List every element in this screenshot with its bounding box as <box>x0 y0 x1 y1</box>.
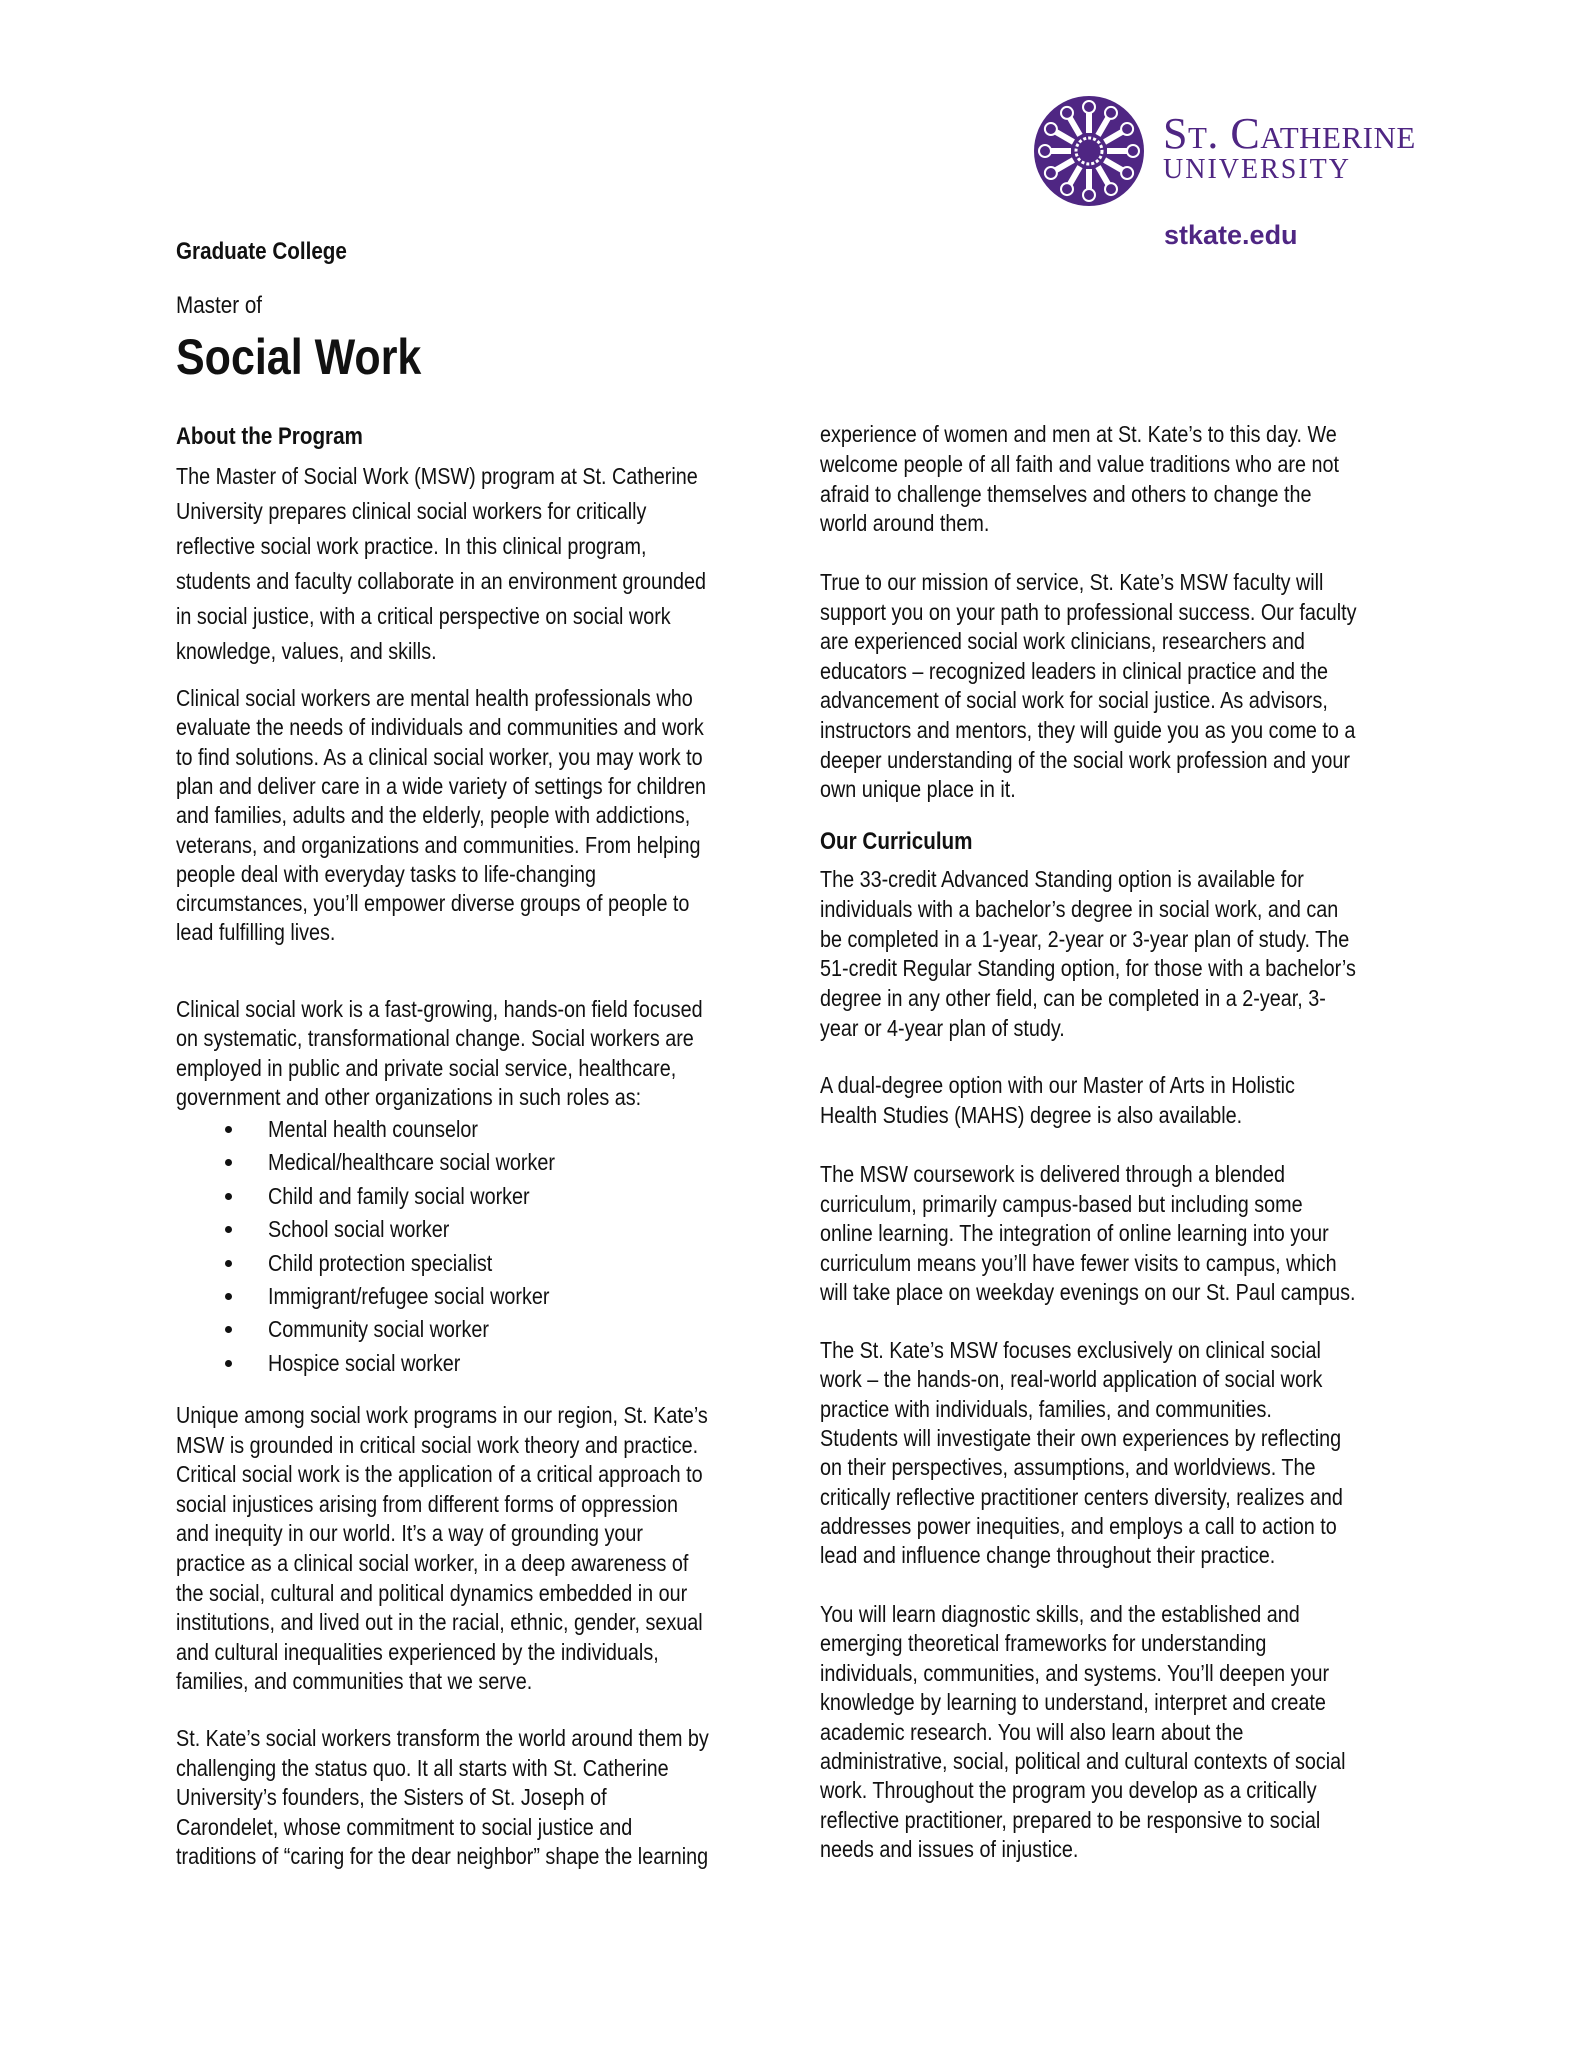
clinical-paragraph-line: people deal with everyday tasks to life-changing <box>176 860 597 887</box>
about-paragraph-line: reflective social work practice. In this clinical program, <box>176 533 647 559</box>
faculty-paragraph-line: True to our mission of service, St. Kate’s MSW faculty will <box>820 569 1324 595</box>
field-paragraph-line: on systematic, transformational change. Social workers are <box>176 1025 694 1052</box>
role-list-item: Immigrant/refugee social worker <box>268 1283 550 1309</box>
field-paragraph-line: government and other organizations in such roles as: <box>176 1084 642 1111</box>
dual-degree-paragraph-line: A dual-degree option with our Master of Arts in Holistic <box>820 1072 1295 1098</box>
critical-paragraph-line: Unique among social work programs in our region, St. Kate’s <box>176 1402 708 1428</box>
bullet-icon <box>225 1293 232 1300</box>
degree-prefix: Master of <box>176 292 263 319</box>
role-list-item: Community social worker <box>268 1316 489 1343</box>
faculty-paragraph-line: own unique place in it. <box>820 776 1016 803</box>
clinical-focus-paragraph-line: The St. Kate’s MSW focuses exclusively on clinical social <box>820 1337 1321 1363</box>
credits-paragraph-line: year or 4-year plan of study. <box>820 1015 1065 1041</box>
credits-paragraph-line: 51-credit Regular Standing option, for those with a bachelor’s <box>820 955 1356 982</box>
skills-paragraph-line: academic research. You will also learn about the <box>820 1718 1244 1745</box>
bullet-icon <box>225 1159 232 1166</box>
critical-paragraph-line: the social, cultural and political dynamics embedded in our <box>176 1579 688 1606</box>
founders-paragraph-line: traditions of “caring for the dear neighbor” shape the learning <box>176 1843 709 1870</box>
clinical-paragraph-line: and families, adults and the elderly, people with addictions, <box>176 802 691 829</box>
coursework-paragraph-line: curriculum means you’ll have fewer visits to campus, which <box>820 1249 1337 1276</box>
faculty-paragraph-line: are experienced social work clinicians, researchers and <box>820 628 1305 655</box>
skills-paragraph-line: emerging theoretical frameworks for understanding <box>820 1630 1267 1657</box>
clinical-focus-paragraph-line: Students will investigate their own experiences by reflecting <box>820 1424 1342 1451</box>
clinical-paragraph-line: evaluate the needs of individuals and communities and work <box>176 714 704 741</box>
faculty-paragraph-line: educators – recognized leaders in clinical practice and the <box>820 657 1328 684</box>
bullet-icon <box>225 1326 232 1333</box>
bullet-icon <box>225 1126 232 1133</box>
faculty-paragraph-line: instructors and mentors, they will guide you as you come to a <box>820 717 1356 743</box>
critical-paragraph-line: MSW is grounded in critical social work theory and practice. <box>176 1431 699 1458</box>
critical-paragraph-line: Critical social work is the application of a critical approach to <box>176 1461 703 1488</box>
about-paragraph-line: students and faculty collaborate in an environment grounded <box>176 568 707 594</box>
bullet-icon <box>225 1193 232 1200</box>
bullet-icon <box>225 1226 232 1233</box>
critical-paragraph-line: social injustices arising from different forms of oppression <box>176 1490 679 1517</box>
founders-paragraph-line: St. Kate’s social workers transform the world around them by <box>176 1725 709 1751</box>
founders-paragraph-line: University’s founders, the Sisters of St. Joseph of <box>176 1784 607 1811</box>
credits-paragraph-line: individuals with a bachelor’s degree in social work, and can <box>820 895 1339 922</box>
about-paragraph-line: The Master of Social Work (MSW) program at St. Catherine <box>176 463 698 489</box>
skills-paragraph-line: individuals, communities, and systems. You’ll deepen your <box>820 1659 1330 1686</box>
clinical-paragraph-line: lead fulfilling lives. <box>176 919 336 946</box>
role-list-item: Medical/healthcare social worker <box>268 1149 555 1176</box>
clinical-focus-paragraph-line: critically reflective practitioner centers diversity, realizes and <box>820 1483 1343 1510</box>
about-paragraph-line: knowledge, values, and skills. <box>176 638 437 664</box>
clinical-paragraph-line: plan and deliver care in a wide variety of settings for children <box>176 772 706 799</box>
mission-paragraph-line: welcome people of all faith and value traditions who are not <box>820 450 1339 477</box>
coursework-paragraph-line: online learning. The integration of online learning into your <box>820 1220 1329 1247</box>
skills-paragraph-line: You will learn diagnostic skills, and the established and <box>820 1601 1300 1627</box>
critical-paragraph-line: and cultural inequalities experienced by the individuals, <box>176 1638 659 1665</box>
bullet-icon <box>225 1260 232 1267</box>
skills-paragraph-line: reflective practitioner, prepared to be responsive to social <box>820 1806 1321 1833</box>
founders-paragraph-line: Carondelet, whose commitment to social justice and <box>176 1813 633 1840</box>
dual-degree-paragraph-line: Health Studies (MAHS) degree is also available. <box>820 1102 1243 1128</box>
critical-paragraph-line: families, and communities that we serve. <box>176 1668 533 1695</box>
critical-paragraph-line: institutions, and lived out in the racial, ethnic, gender, sexual <box>176 1609 703 1636</box>
faculty-paragraph-line: advancement of social work for social justice. As advisors, <box>820 687 1328 714</box>
field-paragraph-line: Clinical social work is a fast-growing, hands-on field focused <box>176 996 703 1022</box>
faculty-paragraph-line: deeper understanding of the social work profession and your <box>820 746 1351 773</box>
skills-paragraph-line: work. Throughout the program you develop as a critically <box>820 1777 1317 1804</box>
logo-url[interactable]: stkate.edu <box>1164 220 1298 250</box>
logo-name-line2: UNIVERSITY <box>1163 154 1351 185</box>
skills-paragraph-line: administrative, social, political and cultural contexts of social <box>820 1748 1346 1774</box>
clinical-focus-paragraph-line: lead and influence change throughout their practice. <box>820 1542 1276 1569</box>
clinical-focus-paragraph-line: addresses power inequities, and employs a call to action to <box>820 1512 1337 1539</box>
clinical-paragraph-line: veterans, and organizations and communities. From helping <box>176 831 701 858</box>
clinical-paragraph-line: circumstances, you’ll empower diverse groups of people to <box>176 890 690 917</box>
clinical-focus-paragraph-line: work – the hands-on, real-world application of social work <box>820 1366 1323 1393</box>
skills-paragraph-line: knowledge by learning to understand, interpret and create <box>820 1689 1326 1716</box>
about-heading: About the Program <box>176 423 363 450</box>
bullet-icon <box>225 1360 232 1367</box>
field-paragraph-line: employed in public and private social service, healthcare, <box>176 1054 677 1081</box>
founders-paragraph-line: challenging the status quo. It all starts with St. Catherine <box>176 1754 669 1781</box>
role-list-item: Hospice social worker <box>268 1349 461 1376</box>
credits-paragraph-line: be completed in a 1-year, 2-year or 3-year plan of study. The <box>820 925 1350 952</box>
page-title: Social Work <box>176 329 422 385</box>
role-list-item: School social worker <box>268 1216 450 1243</box>
college-label: Graduate College <box>176 238 347 265</box>
role-list-item: Child protection specialist <box>268 1249 493 1276</box>
mission-paragraph-line: afraid to challenge themselves and others to change the <box>820 480 1312 507</box>
critical-paragraph-line: and inequity in our world. It’s a way of grounding your <box>176 1520 643 1547</box>
rose-window-seal-icon <box>1033 95 1145 207</box>
curriculum-heading: Our Curriculum <box>820 828 973 855</box>
coursework-paragraph-line: curriculum, primarily campus-based but including some <box>820 1190 1303 1217</box>
clinical-focus-paragraph-line: on their perspectives, assumptions, and worldviews. The <box>820 1454 1316 1481</box>
clinical-paragraph-line: to find solutions. As a clinical social worker, you may work to <box>176 743 703 770</box>
coursework-paragraph-line: will take place on weekday evenings on our St. Paul campus. <box>820 1279 1356 1306</box>
role-list-item: Child and family social worker <box>268 1182 530 1209</box>
logo-name-line1: St. Catherine <box>1163 109 1416 158</box>
skills-paragraph-line: needs and issues of injustice. <box>820 1836 1079 1863</box>
mission-paragraph-line: world around them. <box>820 510 990 537</box>
clinical-paragraph-line: Clinical social workers are mental health professionals who <box>176 685 693 711</box>
faculty-paragraph-line: support you on your path to professional success. Our faculty <box>820 598 1357 625</box>
credits-paragraph-line: The 33-credit Advanced Standing option is available for <box>820 866 1304 892</box>
critical-paragraph-line: practice as a clinical social worker, in a deep awareness of <box>176 1550 689 1576</box>
clinical-focus-paragraph-line: practice with individuals, families, and communities. <box>820 1395 1272 1422</box>
role-list-item: Mental health counselor <box>268 1116 479 1142</box>
credits-paragraph-line: degree in any other field, can be completed in a 2-year, 3- <box>820 985 1326 1012</box>
mission-paragraph-line: experience of women and men at St. Kate’s to this day. We <box>820 421 1337 447</box>
about-paragraph-line: in social justice, with a critical perspective on social work <box>176 603 671 629</box>
about-paragraph-line: University prepares clinical social workers for critically <box>176 498 647 524</box>
coursework-paragraph-line: The MSW coursework is delivered through a blended <box>820 1161 1286 1187</box>
